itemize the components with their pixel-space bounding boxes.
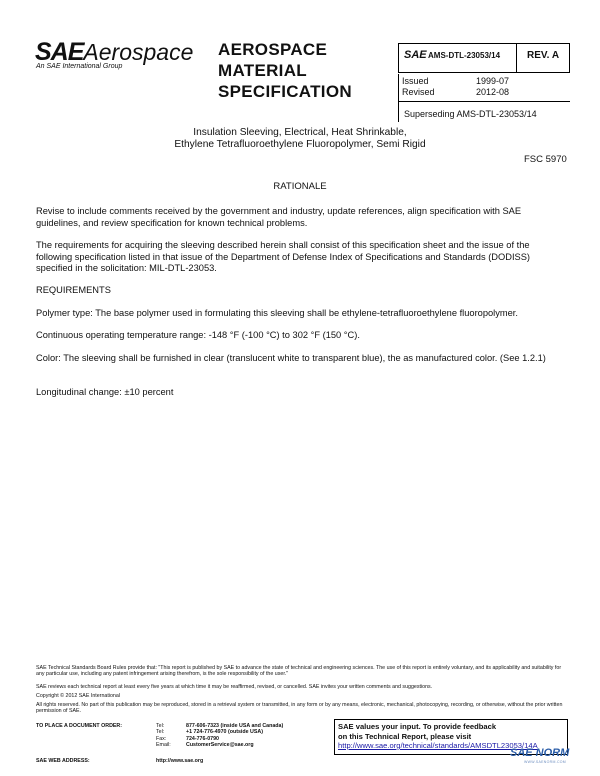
paragraph-rationale: Revise to include comments received by the government and industry, update references, align specification with SAE guidelines, and review specification for known technical problems. (36, 206, 522, 228)
doc-title-line-2: Ethylene Tetrafluoroethylene Fluoropolymer, Semi Rigid (174, 139, 426, 150)
order-row-label: Tel: (156, 729, 165, 736)
doc-number: AMS-DTL-23053/14 (428, 51, 501, 60)
footer-policy-1: SAE Technical Standards Board Rules provide that: "This report is published by SAE to advance the state of technical and engineering sciences. The use of this report is entirely voluntary, and its applicability and suitability for any particular use, including any patent infringement arising therefrom, is the sole responsibility of the user." (36, 665, 562, 678)
document-type-title (218, 39, 352, 102)
order-row-email (156, 742, 287, 748)
feedback-line-2: on this Technical Report, please visit (338, 731, 472, 741)
header-left-rule (398, 74, 399, 122)
sae-mark: SAE (404, 49, 427, 61)
logo-subtitle: An SAE International Group (36, 63, 123, 70)
title-line-3: SPECIFICATION (218, 82, 352, 101)
saenorm-watermark: SAE NORM (510, 747, 570, 759)
order-contact-table (156, 723, 287, 749)
order-row-value: CustomerService@sae.org (186, 742, 254, 749)
rev-divider (516, 43, 517, 73)
order-row-label: Tel: (156, 723, 165, 729)
logo-aerospace-text: Aerospace (83, 39, 194, 65)
rationale-heading: RATIONALE (273, 181, 327, 192)
issued-label: Issued (402, 76, 429, 86)
order-row-value: 724-776-0790 (186, 735, 219, 742)
feedback-line-1: SAE values your input. To provide feedback (338, 722, 497, 731)
paragraph-longitudinal-change: Longitudinal change: ±10 percent (36, 387, 174, 397)
order-label: TO PLACE A DOCUMENT ORDER: (36, 723, 123, 729)
footer-policy-2: SAE reviews each technical report at least every five years at which time it may be reaffirmed, revised, or cancelled. SAE invites your written comments and suggestions. (36, 684, 433, 690)
rev-label: REV. A (527, 50, 560, 61)
order-row-value: 877-606-7323 (inside USA and Canada) (186, 723, 284, 729)
doc-title-line-1: Insulation Sleeving, Electrical, Heat Shrinkable, (193, 127, 407, 138)
footer-rights: All rights reserved. No part of this publication may be reproduced, stored in a retrieval system or transmitted, in any form or by any means, electronic, mechanical, photocopying, recording, or otherwise, without the prior written permission of SAE. (36, 702, 563, 715)
paragraph-polymer-type: Polymer type: The base polymer used in formulating this sleeving shall be ethylene-tetrafluoroethylene fluoropolymer. (36, 308, 518, 318)
logo-sae-text: SAE (35, 38, 84, 66)
order-row-value: +1 724-776-4970 (outside USA) (186, 729, 263, 736)
requirements-heading: REQUIREMENTS (36, 285, 111, 295)
web-address-label: SAE WEB ADDRESS: (36, 758, 90, 764)
saenorm-watermark-sub: WWW.SAENORM.COM (524, 760, 567, 764)
revised-date: 2012-08 (476, 87, 510, 97)
paragraph-requirements-intro: The requirements for acquiring the sleeving described herein shall consist of this specification sheet and the issue of the following specification listed in that issue of the Department of Defense Index of Specifications and Standards (DODISS) specified in the solicitation: MIL-DTL-23053. (36, 240, 531, 273)
paragraph-color: Color: The sleeving shall be furnished in clear (translucent white to transparent blue), the as manufactured color. (See 1.2.1) (36, 353, 546, 363)
header-mid-rule (398, 101, 570, 102)
paragraph-temperature-range: Continuous operating temperature range: -148 °F (-100 °C) to 302 °F (150 °C). (36, 330, 360, 340)
order-row-label: Fax: (156, 735, 167, 742)
order-row-label: Email: (156, 742, 171, 749)
fsc-code: FSC 5970 (524, 154, 567, 165)
issued-date: 1999-07 (476, 76, 510, 86)
revised-label: Revised (402, 87, 435, 97)
title-line-1: AEROSPACE (218, 40, 328, 59)
feedback-url-link[interactable]: http://www.sae.org/technical/standards/AMSDTL23053/14A (338, 741, 538, 750)
web-address-link[interactable]: http://www.sae.org (156, 758, 204, 764)
footer-copyright: Copyright © 2012 SAE International (36, 693, 120, 699)
superseding-note: Superseding AMS-DTL-23053/14 (404, 109, 537, 119)
document-title (130, 127, 470, 151)
title-line-2: MATERIAL (218, 61, 307, 80)
